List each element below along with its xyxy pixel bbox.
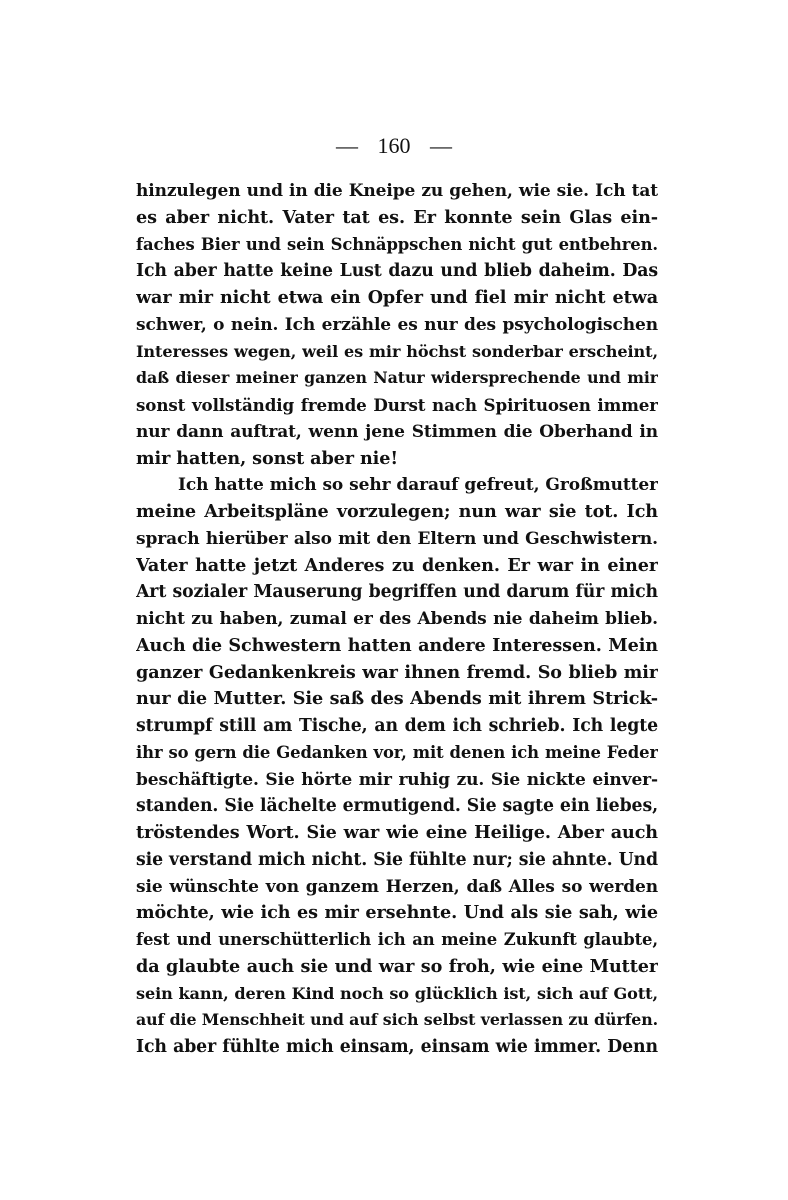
text-line: schwer, o nein. Ich erzähle es nur des psychologischen	[136, 314, 658, 335]
text-line: war mir nicht etwa ein Opfer und fiel mir nicht etwa	[136, 287, 658, 308]
text-line: Art sozialer Mauserung begriffen und darum für mich	[136, 582, 658, 603]
text-line: nicht zu haben, zumal er des Abends nie daheim blieb.	[136, 609, 658, 629]
text-line: sein kann, deren Kind noch so glücklich ist, sich auf Gott,	[136, 983, 658, 1003]
page-number-dash-right: —	[430, 133, 452, 158]
page-header	[0, 133, 788, 159]
text-line: sprach hierüber also mit den Eltern und Geschwistern.	[136, 528, 658, 549]
text-line: Interesses wegen, weil es mir höchst sonderbar erscheint,	[136, 341, 658, 361]
text-line: faches Bier und sein Schnäppschen nicht gut entbehren.	[136, 234, 658, 254]
text-line: strumpf still am Tische, an dem ich schrieb. Ich legte	[136, 716, 658, 736]
text-line: da glaubte auch sie und war so froh, wie eine Mutter	[136, 955, 658, 977]
text-line: standen. Sie lächelte ermutigend. Sie sagte ein liebes,	[136, 796, 658, 817]
text-line: nur die Mutter. Sie saß des Abends mit ihrem Strick-	[136, 688, 658, 710]
text-line: auf die Menschheit und auf sich selbst verlassen zu dürfen.	[136, 1010, 658, 1030]
text-line: sonst vollständig fremde Durst nach Spirituosen immer	[136, 395, 658, 415]
text-line: nur dann auftrat, wenn jene Stimmen die Oberhand in	[136, 421, 658, 442]
text-line: ganzer Gedankenkreis war ihnen fremd. So blieb mir	[136, 661, 658, 683]
text-line: Ich aber fühlte mich einsam, einsam wie immer. Denn	[136, 1037, 658, 1057]
text-line: ihr so gern die Gedanken vor, mit denen ich meine Feder	[136, 742, 658, 762]
text-line: Auch die Schwestern hatten andere Interessen. Mein	[136, 634, 658, 656]
text-line: möchte, wie ich es mir ersehnte. Und als sie sah, wie	[136, 902, 658, 924]
text-line: Ich aber hatte keine Lust dazu und blieb daheim. Das	[136, 261, 658, 282]
text-line: Ich hatte mich so sehr darauf gefreut, Großmutter	[178, 475, 658, 496]
text-line: mir hatten, sonst aber nie!	[136, 447, 398, 469]
text-line: daß dieser meiner ganzen Natur widersprechende und mir	[136, 368, 658, 388]
text-line: beschäftigte. Sie hörte mir ruhig zu. Sie nickte einver-	[136, 769, 658, 790]
body-text	[136, 178, 658, 1061]
text-line: meine Arbeitspläne vorzulegen; nun war sie tot. Ich	[136, 501, 658, 522]
page-number: 160	[377, 133, 411, 158]
page-number-dash-left: —	[336, 133, 358, 158]
text-line: hinzulegen und in die Kneipe zu gehen, wie sie. Ich tat	[136, 181, 658, 201]
text-line: Vater hatte jetzt Anderes zu denken. Er war in einer	[136, 554, 658, 576]
text-line: tröstendes Wort. Sie war wie eine Heilige. Aber auch	[136, 822, 658, 843]
paragraph-1	[136, 178, 658, 472]
paragraph-2	[136, 472, 658, 1061]
text-line: sie verstand mich nicht. Sie fühlte nur; sie ahnte. Und	[136, 849, 658, 870]
text-line: sie wünschte von ganzem Herzen, daß Alles so werden	[136, 876, 658, 897]
text-line: es aber nicht. Vater tat es. Er konnte sein Glas ein-	[136, 206, 658, 228]
text-line: fest und unerschütterlich ich an meine Zukunft glaubte,	[136, 930, 658, 949]
